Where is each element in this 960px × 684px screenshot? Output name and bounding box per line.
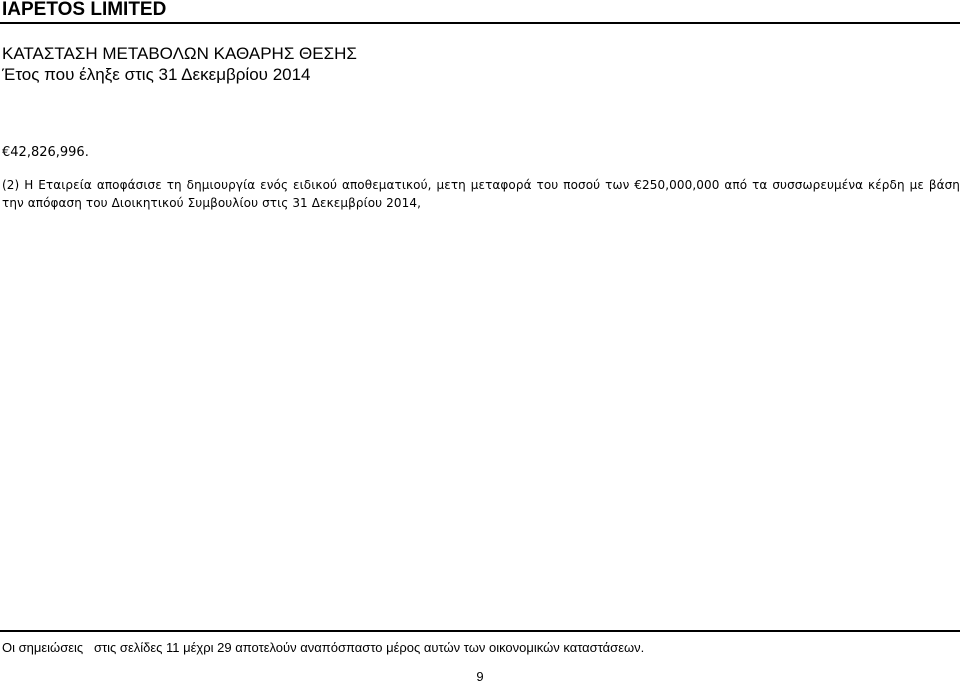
statement-period: Έτος που έληξε στις 31 Δεκεμβρίου 2014 [2,65,311,84]
statement-title: ΚΑΤΑΣΤΑΣΗ ΜΕΤΑΒΟΛΩΝ ΚΑΘΑΡΗΣ ΘΕΣΗΣ [2,44,357,63]
amount-line: €42,826,996. [2,145,89,160]
company-name: IAPETOS LIMITED [2,0,167,20]
reserve-note: (2) Η Εταιρεία αποφάσισε τη δημιουργία ενός ειδικού αποθεματικού, μετη μεταφορά του ποσού των €250,000,000 από τα συσσωρευμένα κέρδη με βάση την απόφαση του Διοικητικού Συμβουλίου στις 31 Δεκεμβρίου 2014, [2,178,960,210]
page-number: 9 [476,669,484,684]
header-divider [0,22,960,24]
footer-notes-reference: Οι σημειώσεις στις σελίδες 11 μέχρι 29 αποτελούν αναπόσπαστο μέρος αυτών των οικονομικών καταστάσεων. [2,640,645,655]
footer-divider [0,630,960,632]
